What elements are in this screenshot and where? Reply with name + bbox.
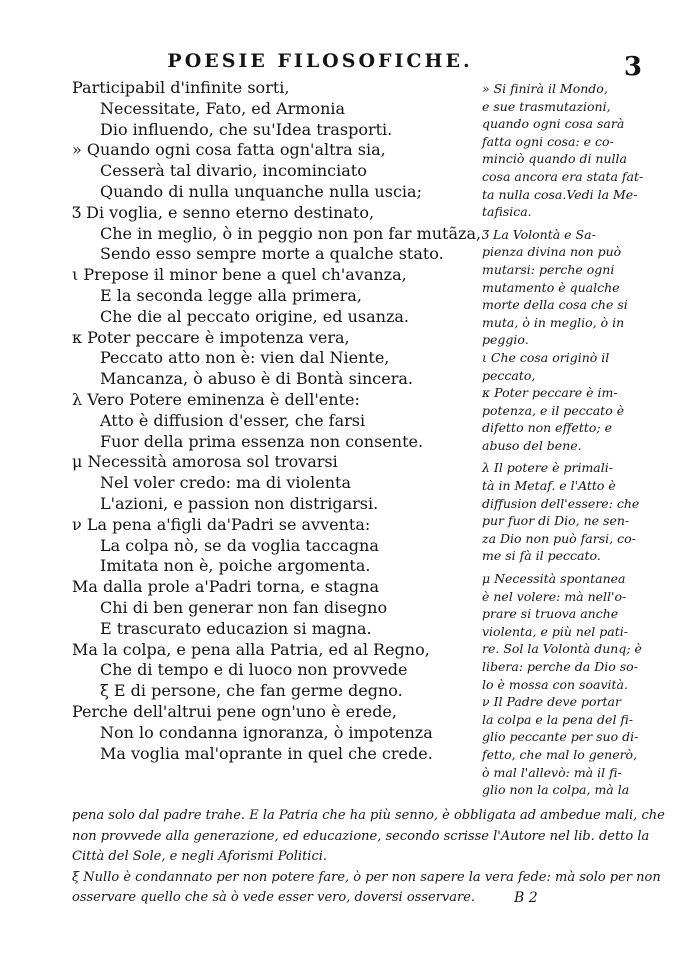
verse-line: Cesserà tal divario, incominciato [100, 161, 367, 181]
note-line: pienza divina non può [482, 244, 622, 260]
verse-line: Participabil d'infinite sorti, [72, 78, 290, 97]
note-line: è nel volere: mà nell'o- [482, 588, 627, 604]
note-line: difetto non effetto; e [482, 420, 612, 436]
marginal-notes [482, 80, 670, 799]
note-line: μ Necessità spontanea [482, 571, 626, 587]
verse-line: κ Poter peccare è impotenza vera, [72, 327, 350, 347]
note-line: peggio. [482, 332, 529, 348]
poem-text [72, 78, 502, 764]
page-number: 3 [623, 52, 642, 82]
verse-line: μ Necessità amorosa sol trovarsi [72, 452, 338, 472]
note-line: ò mal l'allevò: mà il fi- [482, 764, 622, 780]
note-line: glio peccante per suo di- [482, 729, 639, 745]
footnote-line: ξ Nullo è condannato per non potere fare, ò per non sapere la vera fede: mà solo per non [72, 869, 661, 885]
verse-line: Imitata non è, poiche argomenta. [100, 556, 371, 576]
note-line: libera: perche da Dio so- [482, 659, 638, 674]
note-line: cosa ancora era stata fat- [482, 168, 644, 184]
note-line: κ Poter peccare è im- [482, 385, 618, 401]
note-line: ta nulla cosa.Vedi la Me- [482, 186, 638, 202]
verse-line: Ma la colpa, e pena alla Patria, ed al Regno, [72, 639, 430, 659]
verse-line: Non lo condanna ignoranza, ò impotenza [100, 722, 433, 742]
verse-line: Peccato atto non è: vien dal Niente, [100, 348, 390, 368]
note-line: prare si truova anche [482, 606, 619, 622]
note-line: pur fuor di Dio, ne sen- [482, 513, 630, 529]
verse-line: Ma dalla prole a'Padri torna, e stagna [72, 577, 380, 597]
verse-line: Che die al peccato origine, ed usanza. [100, 306, 409, 326]
verse-line: Nel voler credo: ma di violenta [100, 473, 351, 493]
note-line: lo è mossa con soavità. [482, 676, 628, 692]
note-line: mutarsi: perche ogni [482, 261, 615, 277]
note-line: e sue trasmutazioni, [482, 98, 611, 114]
note-line: glio non la colpa, mà la [482, 782, 630, 798]
note-line: » Si finirà il Mondo, [482, 81, 608, 96]
verse-line: Atto è diffusion d'esser, che farsi [100, 410, 366, 430]
note-line: diffusion dell'essere: che [482, 495, 640, 511]
verse-line: E la seconda legge alla primera, [100, 285, 362, 305]
note-line: la colpa e la pena del fi- [482, 711, 633, 727]
note-line: ν Il Padre deve portar [482, 694, 621, 710]
footnotes [72, 806, 672, 909]
footnote-line: Città del Sole, e negli Aforismi Politici. [72, 849, 328, 864]
verse-line: Ma voglia mal'oprante in quel che crede. [100, 743, 433, 763]
verse-line: Perche dell'altrui pene ogn'uno è erede, [72, 701, 397, 721]
note-line: ι Che cosa originò il [482, 349, 610, 365]
note-line: potenza, e il peccato è [482, 402, 625, 418]
note-line: re. Sol la Volontà dunq; è [482, 641, 642, 657]
verse-line: » Quando ogni cosa fatta ogn'altra sia, [72, 140, 386, 160]
verse-line: ν La pena a'figli da'Padri se avventa: [72, 514, 371, 534]
footnote-line: non provvede alla generazione, ed educazione, secondo scrisse l'Autore nel lib. detto la [72, 828, 650, 844]
note-line: λ Il potere è primali- [482, 460, 613, 476]
note-line: tafisica. [482, 204, 532, 220]
note-line: fatta ogni cosa: e co- [482, 133, 614, 149]
verse-line: Dio influendo, che su'Idea trasporti. [100, 119, 393, 139]
note-line: abuso del bene. [482, 437, 582, 453]
note-line: mutamento è qualche [482, 279, 620, 295]
verse-line: Sendo esso sempre morte a qualche stato. [100, 244, 444, 264]
signature-mark: B 2 [514, 890, 538, 906]
footnote-line: osservare quello che sà ò vede esser vero, doversi osservare. [72, 890, 476, 905]
note-line: quando ogni cosa sarà [482, 116, 625, 132]
verse-line: La colpa nò, se da voglia taccagna [100, 535, 379, 555]
verse-line: Chi di ben generar non fan disegno [100, 597, 388, 617]
verse-line: Mancanza, ò abuso è di Bontà sincera. [100, 369, 413, 389]
note-line: tà in Metaf. e l'Atto è [482, 478, 616, 494]
verse-line: ι Prepose il minor bene a quel ch'avanza, [72, 265, 407, 285]
verse-line: Che in meglio, ò in peggio non pon far mutãza, [100, 223, 482, 243]
note-line: morte della cosa che si [482, 297, 628, 313]
note-line: violenta, e più nel pati- [482, 623, 628, 639]
footnote-line: pena solo dal padre trahe. E la Patria che ha più senno, è obbligata ad ambedue mali, che [72, 808, 665, 823]
verse-line: L'azioni, e passion non distrigarsi. [100, 493, 379, 513]
verse-line: ξ E di persone, che fan germe degno. [100, 681, 403, 701]
verse-line: Necessitate, Fato, ed Armonia [100, 98, 346, 118]
note-line: za Dio non può farsi, co- [482, 530, 636, 546]
verse-line: Fuor della prima essenza non consente. [100, 431, 424, 451]
note-line: fetto, che mal lo generò, [482, 746, 638, 762]
verse-line: E trascurato educazion si magna. [100, 618, 372, 638]
note-line: peccato, [482, 367, 536, 383]
running-header: POESIE FILOSOFICHE. [167, 50, 473, 72]
note-line: minciò quando di nulla [482, 151, 627, 167]
verse-line: Che di tempo e di luoco non provvede [100, 660, 408, 680]
note-line: me si fà il peccato. [482, 548, 601, 564]
verse-line: λ Vero Potere eminenza è dell'ente: [72, 389, 360, 409]
verse-line: Ʒ Di voglia, e senno eterno destinato, [72, 202, 375, 222]
note-line: Ʒ La Volontà e Sa- [482, 226, 596, 242]
verse-line: Quando di nulla unquanche nulla uscia; [100, 181, 422, 201]
note-line: muta, ò in meglio, ò in [482, 314, 625, 330]
